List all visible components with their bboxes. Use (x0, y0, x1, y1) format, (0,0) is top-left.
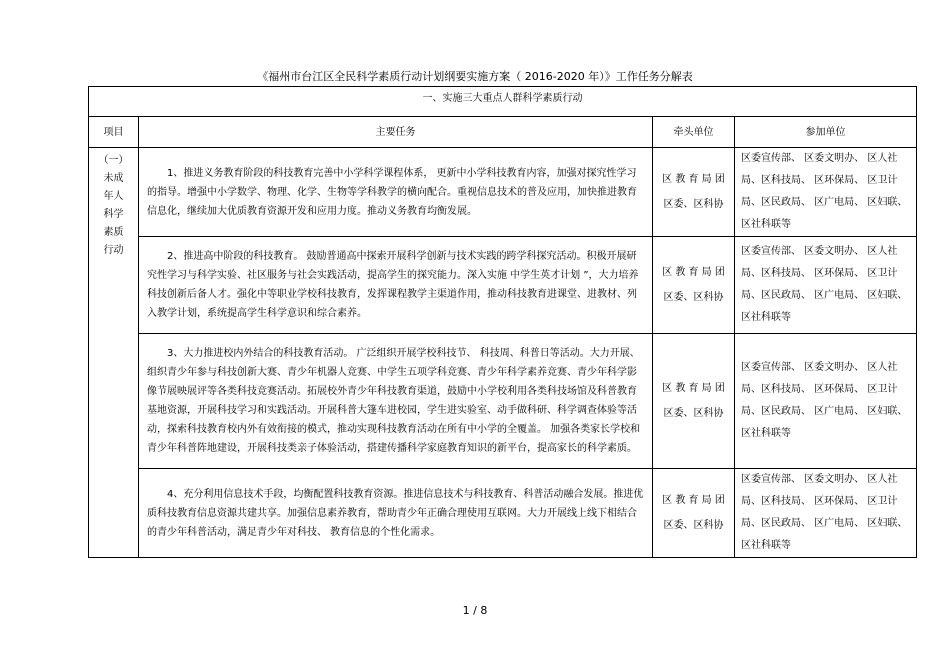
lead-unit-line: 区 教 育 局 团 (662, 495, 725, 506)
project-label-line: 年人 (103, 191, 124, 202)
task-text: 4、充分利用信息技术手段，均衡配置科技教育资源。推进信息技术与科技教育、科普活动融合发展。推进优质科技教育信息资源共建共享。加强信息素养教育，帮助青少年正确合理使用互联网。大力开展线上线下相结合的青少年科普活动，满足青少年对科技、 教育信息的个性化需求。 (147, 488, 644, 538)
table-row (89, 237, 917, 334)
project-label-line: 科学 (103, 209, 124, 220)
lead-unit-line: 区 教 育 局 团 (662, 267, 725, 278)
lead-unit-line: 区委、区科协 (663, 292, 724, 303)
project-label-line: 素质 (103, 227, 124, 238)
section-title: 一、实施三大重点人群科学素质行动 (89, 87, 917, 117)
task-cell (139, 469, 653, 558)
task-cell (139, 237, 653, 334)
lead-unit-line: 区委、区科协 (663, 408, 724, 419)
task-text: 1、推进义务教育阶段的科技教育完善中小学科学课程体系， 更新中小学科技教育内容，加强对探究性学习的指导。增强中小学数学、物理、化学、生物等学科教学的横向配合。重视信息技术的普及应用，加快推进教育信息化，继续加大优质教育资源开发和应用力度。推动义务教育均衡发展。 (147, 167, 637, 217)
participants-cell: 区委宣传部、 区委文明办、 区人社局、区科技局、 区环保局、 区卫计局、区民政局、 区广电局、 区妇联、区社科联等 (735, 469, 917, 558)
lead-unit-line: 区委、区科协 (663, 199, 724, 210)
participants-cell: 区委宣传部、 区委文明办、 区人社局、区科技局、 区环保局、 区卫计局、区民政局、 区广电局、 区妇联、区社科联等 (735, 334, 917, 469)
task-table (88, 86, 917, 558)
lead-unit-cell (653, 237, 735, 334)
project-label-line: 未成 (103, 173, 124, 184)
table-row (89, 334, 917, 469)
task-text: 3、大力推进校内外结合的科技教育活动。 广泛组织开展学校科技节、 科技周、科普日等活动。大力开展、组织青少年参与科技创新大赛、青少年机器人竞赛、中学生五项学科竞赛、青少年科学素养竞赛、青少年科学影像节展映展评等各类科技竞赛活动。拓展校外青少年科技教育渠道，鼓励中小学校利用各类科技场馆及科普教育基地资源，开展科技学习和实践活动。开展科普大篷车进校园，学生进实验室、动手做科研、科学调查体验等活动，探索科技教育校内外有效衔接的模式，推动实现科技教育活动在所有中小学的全覆盖。 加强各类家长学校和青少年科普阵地建设，开展科技类亲子体验活动，搭建传播科学家庭教育知识的新平台，提高家长的科学素质。 (147, 348, 641, 454)
table-row (89, 148, 917, 237)
header-participating-units: 参加单位 (735, 117, 917, 148)
table-row (89, 469, 917, 558)
lead-unit-line: 区 教 育 局 团 (662, 174, 725, 185)
lead-unit-cell (653, 469, 735, 558)
participants-cell: 区委宣传部、 区委文明办、 区人社局、区科技局、 区环保局、 区卫计局、区民政局、 区广电局、 区妇联、区社科联等 (735, 148, 917, 237)
section-row (89, 87, 917, 117)
lead-unit-cell (653, 334, 735, 469)
header-lead-unit: 牵头单位 (653, 117, 735, 148)
document-title: 《福州市台江区全民科学素质行动计划纲要实施方案（ 2016-2020 年）》工作任务分解表 (257, 70, 693, 83)
header-row (89, 117, 917, 148)
participants-cell: 区委宣传部、 区委文明办、 区人社局、区科技局、 区环保局、 区卫计局、区民政局、 区广电局、 区妇联、区社科联等 (735, 237, 917, 334)
lead-unit-cell (653, 148, 735, 237)
header-project: 项目 (89, 117, 139, 148)
project-cell (89, 148, 139, 558)
task-cell (139, 334, 653, 469)
task-text: 2、推进高中阶段的科技教育。 鼓励普通高中探索开展科学创新与技术实践的跨学科探究活动。积极开展研究性学习与科学实验、社区服务与社会实践活动，提高学生的探究能力。深入实施 中学生英才计划 ”，大力培养科技创新后备人才。强化中等职业学校科技教育，发挥课程教学主渠道作用，推动科技教育进课堂、进教材、列入教学计划，系统提高学生科学意识和综合素养。 (147, 251, 639, 319)
project-label-line: 行动 (103, 245, 124, 256)
lead-unit-line: 区 教 育 局 团 (662, 383, 725, 394)
lead-unit-line: 区委、区科协 (663, 520, 724, 531)
page-indicator: 1 / 8 (462, 604, 488, 617)
project-label-line: （一） (98, 155, 129, 166)
header-main-task: 主要任务 (139, 117, 653, 148)
task-cell (139, 148, 653, 237)
